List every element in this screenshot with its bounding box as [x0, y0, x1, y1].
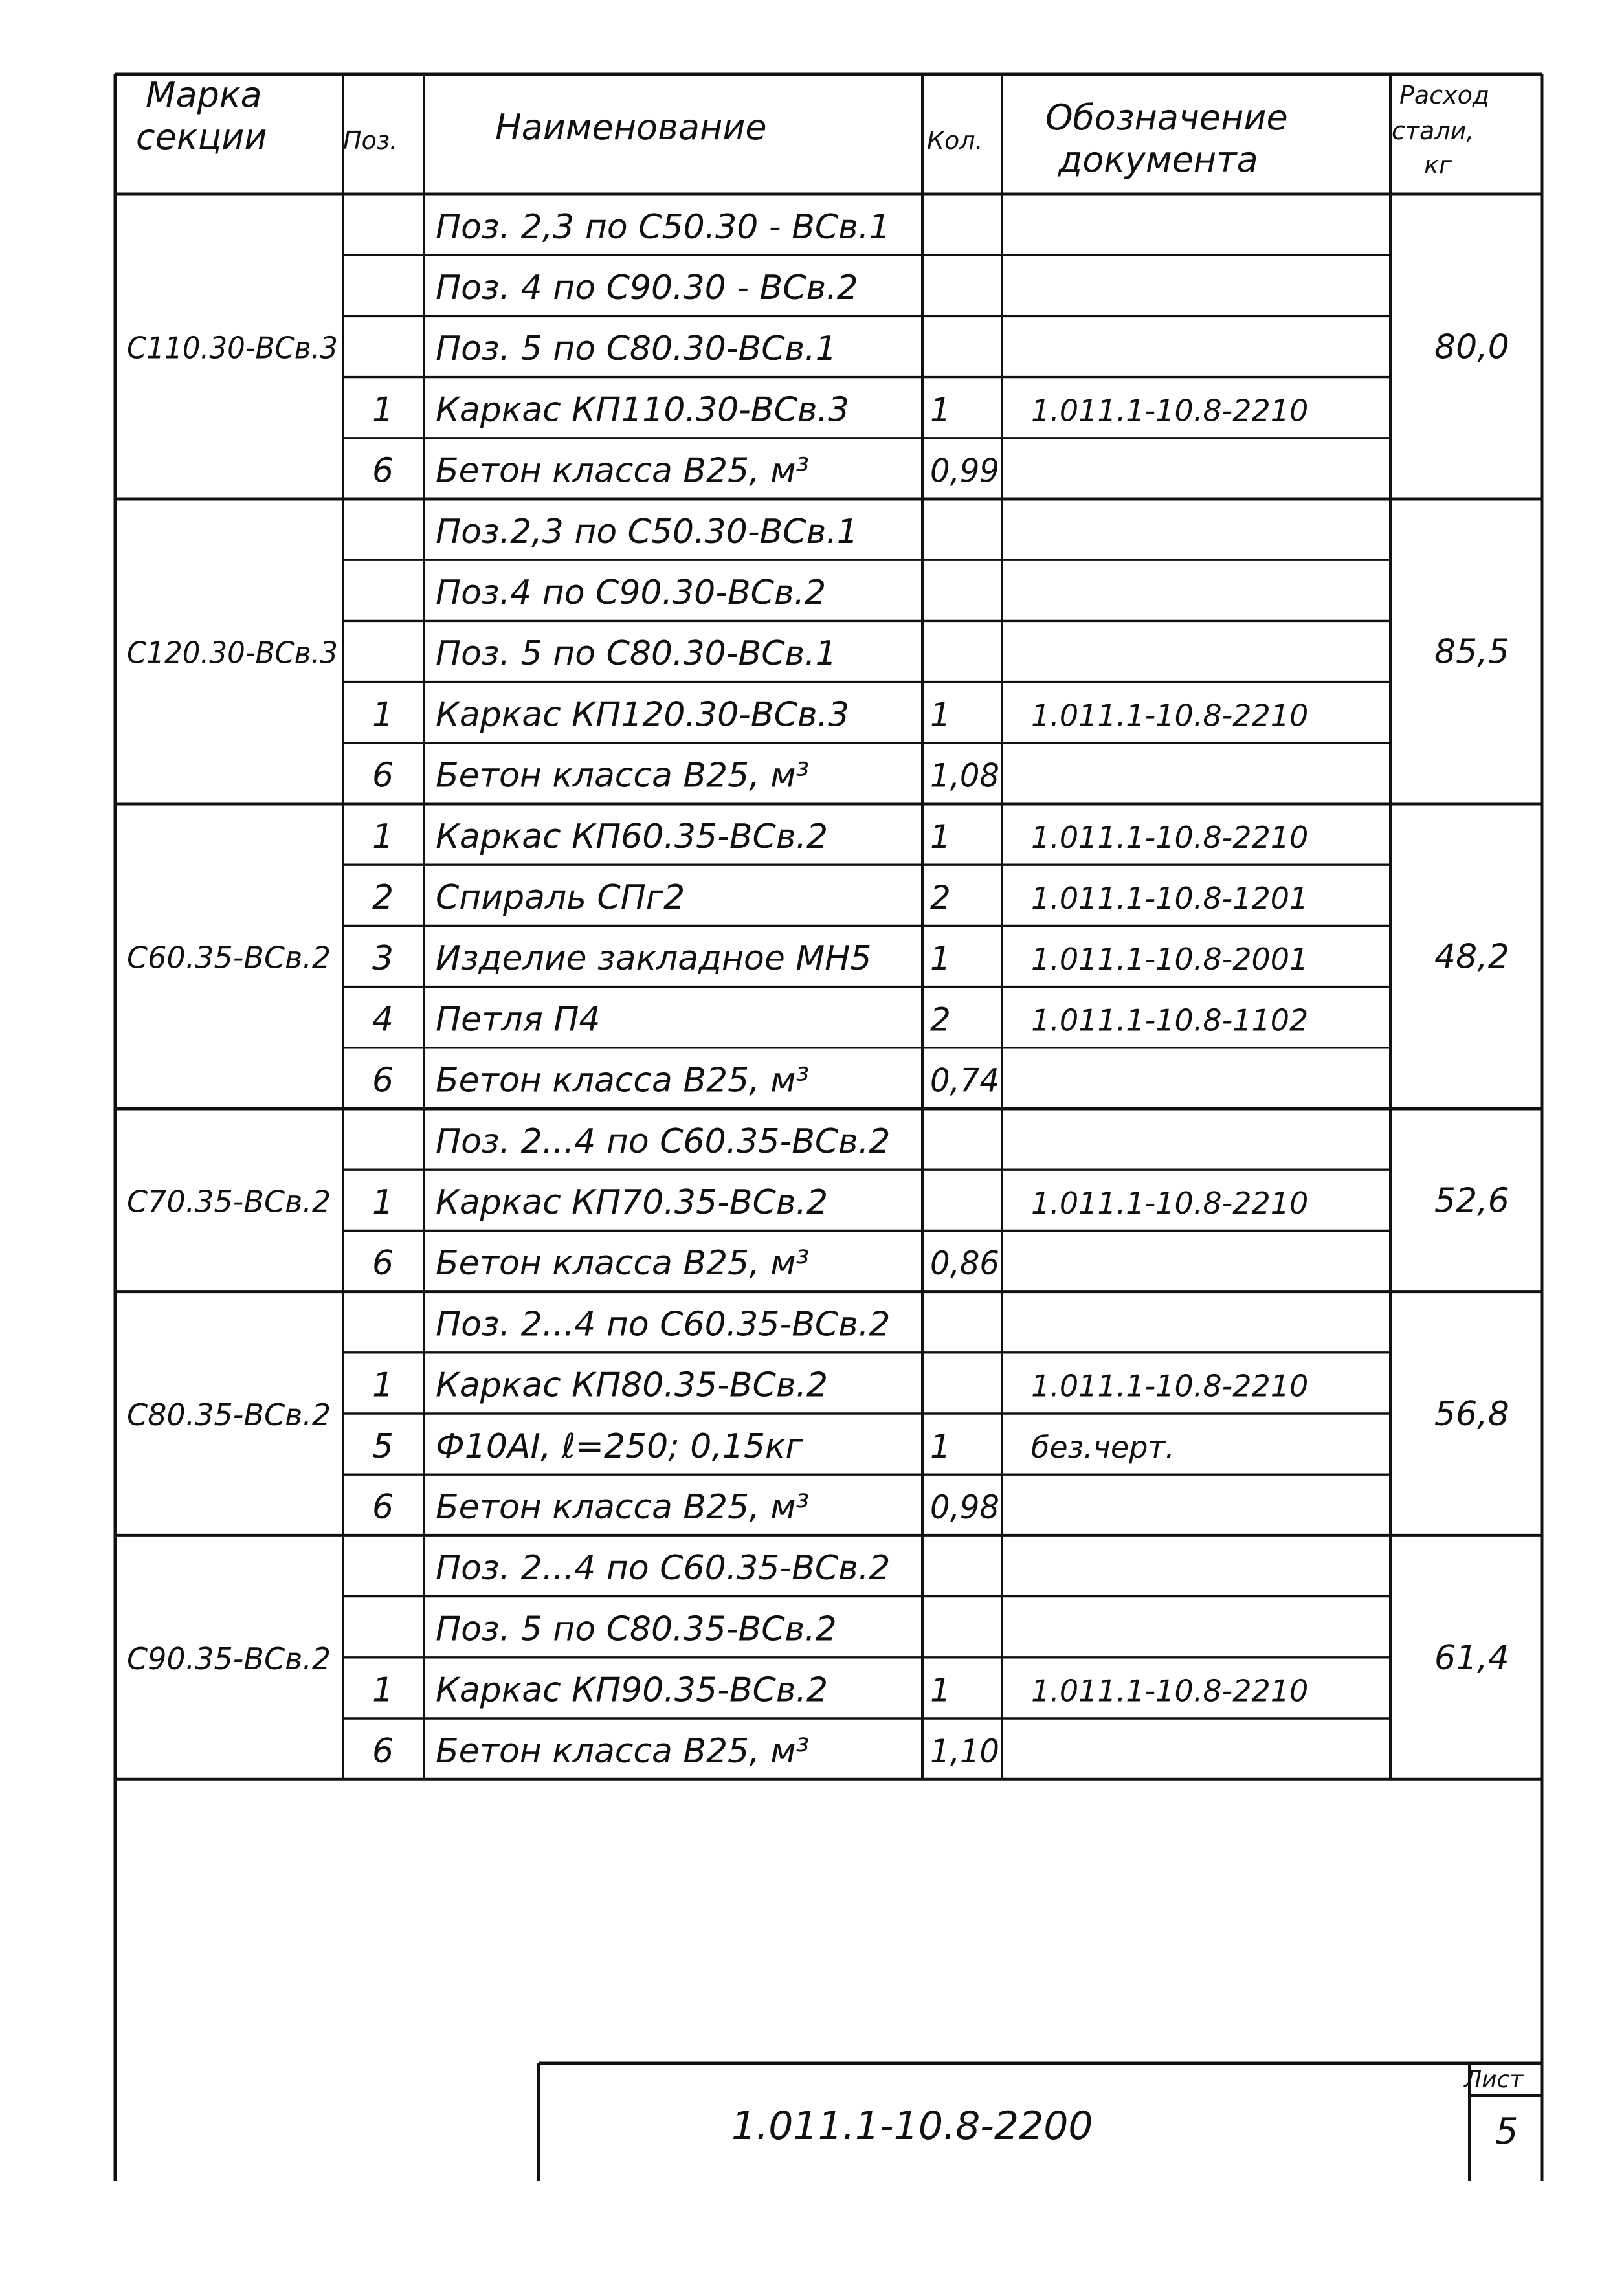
row-position: 1: [372, 817, 394, 856]
row-name: Поз. 2...4 по С60.35-ВСв.2: [436, 1122, 891, 1161]
row-name: Поз. 2...4 по С60.35-ВСв.2: [436, 1549, 891, 1588]
row-quantity: 0,74: [930, 1061, 999, 1100]
row-name: Поз.2,3 по С50.30-ВСв.1: [436, 512, 858, 551]
row-quantity: 0,99: [930, 452, 999, 490]
row-name: Каркас КП60.35-ВСв.2: [436, 817, 829, 856]
section-mark: С70.35-ВСв.2: [127, 1184, 331, 1219]
header-mark-line2: секции: [136, 116, 267, 157]
row-position: 5: [372, 1426, 394, 1466]
row-document: 1.011.1-10.8-1102: [1031, 1003, 1309, 1038]
row-quantity: 1: [930, 696, 951, 734]
row-quantity: 1: [930, 940, 951, 978]
row-position: 1: [372, 1183, 394, 1223]
row-quantity: 1,10: [930, 1732, 999, 1770]
section-mark: С110.30-ВСв.3: [127, 330, 338, 366]
section-steel: 48,2: [1434, 937, 1509, 977]
section-steel: 61,4: [1434, 1638, 1509, 1678]
row-quantity: 2: [930, 879, 951, 917]
row-document: 1.011.1-10.8-2210: [1031, 1186, 1309, 1221]
header-name: Наименование: [495, 107, 767, 148]
row-name: Спираль СПг2: [436, 878, 685, 918]
section-mark: С90.35-ВСв.2: [127, 1641, 331, 1676]
section-steel: 52,6: [1434, 1181, 1509, 1221]
row-position: 1: [372, 1670, 394, 1710]
header-steel-line1: Расход: [1399, 81, 1490, 109]
row-document: 1.011.1-10.8-2210: [1031, 1673, 1309, 1709]
sheet-label: Лист: [1464, 2067, 1524, 2093]
row-quantity: 1: [930, 1671, 951, 1709]
header-steel-line2: стали,: [1392, 116, 1474, 145]
row-quantity: 1: [930, 1427, 951, 1465]
row-document: 1.011.1-10.8-2210: [1031, 698, 1309, 733]
row-document: без.черт.: [1031, 1429, 1175, 1465]
row-name: Изделие закладное МН5: [436, 939, 872, 979]
row-document: 1.011.1-10.8-2001: [1031, 942, 1309, 977]
row-quantity: 1: [930, 817, 951, 856]
row-quantity: 1: [930, 391, 951, 429]
row-name: Петля П4: [436, 1000, 601, 1039]
header-mark-line1: Марка: [146, 74, 262, 115]
row-name: Бетон класса В25, м³: [436, 1061, 810, 1100]
row-name: Каркас КП80.35-ВСв.2: [436, 1366, 829, 1405]
row-name: Бетон класса В25, м³: [436, 1488, 810, 1527]
row-position: 1: [372, 1366, 394, 1405]
section-mark: С60.35-ВСв.2: [127, 940, 331, 975]
section-steel: 85,5: [1434, 632, 1509, 672]
table-header: [136, 74, 1489, 180]
row-name: Бетон класса В25, м³: [436, 1244, 810, 1283]
row-name: Поз. 5 по С80.35-ВСв.2: [436, 1610, 837, 1649]
row-document: 1.011.1-10.8-1201: [1031, 881, 1309, 916]
row-name: Каркас КП120.30-ВСв.3: [436, 695, 850, 735]
section-steel: 56,8: [1434, 1395, 1509, 1434]
row-position: 6: [372, 451, 394, 491]
row-name: Поз.4 по С90.30-ВСв.2: [436, 573, 827, 613]
row-position: 6: [372, 1731, 394, 1771]
row-position: 6: [372, 1061, 394, 1100]
row-position: 1: [372, 695, 394, 735]
section-mark: С80.35-ВСв.2: [127, 1397, 331, 1432]
row-document: 1.011.1-10.8-2210: [1031, 1368, 1309, 1404]
row-name: Поз. 2,3 по С50.30 - ВСв.1: [436, 207, 891, 247]
row-position: 3: [372, 939, 394, 979]
row-name: Бетон класса В25, м³: [436, 1731, 810, 1771]
row-name: Поз. 4 по С90.30 - ВСв.2: [436, 269, 858, 308]
header-steel-line3: кг: [1424, 151, 1452, 179]
row-position: 2: [372, 878, 394, 918]
section-steel: 80,0: [1434, 327, 1509, 367]
document-code: 1.011.1-10.8-2200: [731, 2103, 1093, 2149]
row-name: Поз. 5 по С80.30-ВСв.1: [436, 634, 837, 674]
row-quantity: 0,98: [930, 1489, 999, 1527]
row-document: 1.011.1-10.8-2210: [1031, 819, 1309, 855]
row-name: Бетон класса В25, м³: [436, 451, 810, 491]
row-quantity: 1,08: [930, 757, 999, 795]
row-quantity: 2: [930, 1001, 951, 1039]
header-qty: Кол.: [927, 126, 983, 155]
header-doc-line2: документа: [1058, 139, 1258, 180]
sheet-number: 5: [1495, 2111, 1518, 2153]
row-name: Каркас КП70.35-ВСв.2: [436, 1183, 829, 1223]
row-name: Каркас КП110.30-ВСв.3: [436, 390, 850, 430]
row-name: Ф10АI, ℓ=250; 0,15кг: [436, 1426, 803, 1466]
row-name: Поз. 5 по С80.30-ВСв.1: [436, 329, 837, 369]
row-quantity: 0,86: [930, 1245, 999, 1283]
header-pos: Поз.: [343, 126, 398, 155]
row-position: 6: [372, 1244, 394, 1283]
section-mark: С120.30-ВСв.3: [127, 635, 338, 671]
row-position: 6: [372, 756, 394, 795]
row-name: Поз. 2...4 по С60.35-ВСв.2: [436, 1305, 891, 1344]
row-name: Каркас КП90.35-ВСв.2: [436, 1670, 829, 1710]
row-document: 1.011.1-10.8-2210: [1031, 393, 1309, 428]
header-doc-line1: Обозначение: [1045, 97, 1288, 138]
title-block: [731, 2067, 1524, 2153]
row-position: 4: [372, 1000, 394, 1039]
row-position: 1: [372, 390, 394, 430]
row-name: Бетон класса В25, м³: [436, 756, 810, 795]
row-position: 6: [372, 1488, 394, 1527]
